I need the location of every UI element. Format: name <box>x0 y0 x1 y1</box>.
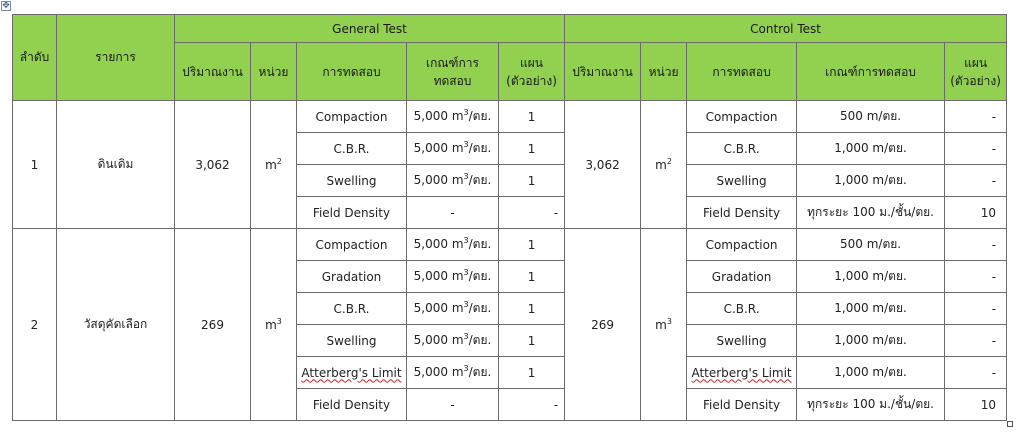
general-unit <box>251 229 297 421</box>
test-name-text: Field Density <box>702 397 781 412</box>
general-plan: 1 <box>499 101 565 133</box>
control-criteria: 1,000 m/ตย. <box>797 261 945 293</box>
header-general-test: General Test <box>175 15 565 43</box>
criteria-exponent: 3 <box>463 364 469 373</box>
header-control-unit: หน่วย <box>641 43 687 101</box>
general-plan: - <box>499 197 565 229</box>
test-name-text: Field Density <box>312 205 391 220</box>
general-criteria <box>407 261 499 293</box>
control-quantity: 269 <box>565 229 641 421</box>
general-plan: - <box>499 389 565 421</box>
criteria-base: 5,000 m <box>413 173 464 187</box>
criteria-base: 5,000 m <box>413 301 464 315</box>
test-name-text: Swelling <box>716 173 767 188</box>
general-plan: 1 <box>499 133 565 165</box>
test-name-text: Field Density <box>702 205 781 220</box>
row-item: ดินเดิม <box>57 101 175 229</box>
table-row <box>13 229 1007 261</box>
unit-base: m <box>265 317 277 332</box>
control-plan: - <box>945 293 1007 325</box>
test-name-text: Swelling <box>716 333 767 348</box>
header-general-unit: หน่วย <box>251 43 297 101</box>
control-criteria: 1,000 m/ตย. <box>797 165 945 197</box>
general-criteria <box>407 165 499 197</box>
general-plan: 1 <box>499 165 565 197</box>
criteria-tail: /ตย. <box>468 269 492 283</box>
row-no: 2 <box>13 229 57 421</box>
control-criteria: 1,000 m/ตย. <box>797 293 945 325</box>
general-test-name <box>297 165 407 197</box>
general-criteria <box>407 293 499 325</box>
control-plan: - <box>945 325 1007 357</box>
criteria-base: 5,000 m <box>413 333 464 347</box>
criteria-base: 5,000 m <box>413 365 464 379</box>
header-general-criteria: เกณฑ์การ ทดสอบ <box>407 43 499 101</box>
header-control-criteria: เกณฑ์การทดสอบ <box>797 43 945 101</box>
control-criteria: 500 m/ตย. <box>797 229 945 261</box>
general-quantity: 269 <box>175 229 251 421</box>
test-name-text: Compaction <box>315 237 388 252</box>
general-test-name <box>297 389 407 421</box>
general-test-name <box>297 261 407 293</box>
control-test-name <box>687 133 797 165</box>
control-test-name <box>687 389 797 421</box>
unit-base: m <box>655 157 667 172</box>
row-item: วัสดุคัดเลือก <box>57 229 175 421</box>
control-test-name <box>687 325 797 357</box>
control-test-name <box>687 165 797 197</box>
criteria-tail: /ตย. <box>468 109 492 123</box>
header-item: รายการ <box>57 15 175 101</box>
test-name-text: C.B.R. <box>333 141 370 156</box>
general-criteria <box>407 101 499 133</box>
control-unit <box>641 101 687 229</box>
criteria-tail: /ตย. <box>468 365 492 379</box>
control-plan: 10 <box>945 197 1007 229</box>
unit-base: m <box>265 157 277 172</box>
control-test-name <box>687 101 797 133</box>
general-test-name <box>297 101 407 133</box>
header-control-quantity: ปริมาณงาน <box>565 43 641 101</box>
general-criteria <box>407 197 499 229</box>
general-plan: 1 <box>499 261 565 293</box>
control-test-name <box>687 229 797 261</box>
general-test-name <box>297 325 407 357</box>
criteria-base: - <box>450 397 455 412</box>
test-name-text: Field Density <box>312 397 391 412</box>
general-test-name <box>297 133 407 165</box>
header-control-plan: แผน (ตัวอย่าง) <box>945 43 1007 101</box>
control-test-name <box>687 261 797 293</box>
criteria-exponent: 3 <box>463 300 469 309</box>
unit-exponent: 2 <box>276 156 282 166</box>
test-name-text: Swelling <box>326 173 377 188</box>
test-name-text: Compaction <box>315 109 388 124</box>
criteria-exponent: 3 <box>463 108 469 117</box>
header-no: ลำดับ <box>13 15 57 101</box>
unit-base: m <box>655 317 667 332</box>
general-plan: 1 <box>499 325 565 357</box>
header-general-plan: แผน (ตัวอย่าง) <box>499 43 565 101</box>
test-plan-table <box>12 14 1007 421</box>
criteria-tail: /ตย. <box>468 333 492 347</box>
criteria-base: 5,000 m <box>413 109 464 123</box>
header-control-test: Control Test <box>565 15 1007 43</box>
control-criteria: ทุกระยะ 100 ม./ชั้น/ตย. <box>797 197 945 229</box>
control-criteria: ทุกระยะ 100 ม./ชั้น/ตย. <box>797 389 945 421</box>
general-test-name <box>297 293 407 325</box>
control-plan: - <box>945 101 1007 133</box>
criteria-base: 5,000 m <box>413 269 464 283</box>
general-quantity: 3,062 <box>175 101 251 229</box>
control-plan: - <box>945 229 1007 261</box>
table-resize-handle-icon[interactable] <box>1007 421 1013 427</box>
control-criteria: 1,000 m/ตย. <box>797 357 945 389</box>
test-name-text: C.B.R. <box>723 301 760 316</box>
general-plan: 1 <box>499 229 565 261</box>
criteria-exponent: 3 <box>463 332 469 341</box>
header-control-test-name: การทดสอบ <box>687 43 797 101</box>
table-body <box>13 101 1007 421</box>
criteria-tail: /ตย. <box>468 301 492 315</box>
row-no: 1 <box>13 101 57 229</box>
general-criteria <box>407 229 499 261</box>
unit-exponent: 3 <box>276 316 282 326</box>
general-unit <box>251 101 297 229</box>
control-criteria: 1,000 m/ตย. <box>797 133 945 165</box>
test-name-text: Swelling <box>326 333 377 348</box>
control-plan: 10 <box>945 389 1007 421</box>
control-plan: - <box>945 357 1007 389</box>
unit-exponent: 3 <box>666 316 672 326</box>
general-plan: 1 <box>499 357 565 389</box>
control-test-name <box>687 197 797 229</box>
general-plan: 1 <box>499 293 565 325</box>
general-criteria <box>407 325 499 357</box>
header-general-test-name: การทดสอบ <box>297 43 407 101</box>
header-general-quantity: ปริมาณงาน <box>175 43 251 101</box>
control-plan: - <box>945 165 1007 197</box>
criteria-exponent: 3 <box>463 172 469 181</box>
control-plan: - <box>945 133 1007 165</box>
criteria-base: - <box>450 205 455 220</box>
criteria-base: 5,000 m <box>413 141 464 155</box>
control-quantity: 3,062 <box>565 101 641 229</box>
criteria-tail: /ตย. <box>468 141 492 155</box>
general-criteria <box>407 133 499 165</box>
general-criteria <box>407 357 499 389</box>
general-criteria <box>407 389 499 421</box>
test-name-text: Compaction <box>705 237 778 252</box>
test-name-text: Gradation <box>711 269 772 284</box>
general-test-name <box>297 229 407 261</box>
test-name-text: C.B.R. <box>723 141 760 156</box>
test-name-text: Gradation <box>321 269 382 284</box>
control-plan: - <box>945 261 1007 293</box>
criteria-base: 5,000 m <box>413 237 464 251</box>
criteria-exponent: 3 <box>463 268 469 277</box>
control-unit <box>641 229 687 421</box>
test-name-text: Atterberg's Limit <box>301 365 402 380</box>
test-name-text: Compaction <box>705 109 778 124</box>
criteria-exponent: 3 <box>463 236 469 245</box>
control-test-name <box>687 293 797 325</box>
table-header <box>13 15 1007 101</box>
criteria-exponent: 3 <box>463 140 469 149</box>
control-criteria: 500 m/ตย. <box>797 101 945 133</box>
test-name-text: C.B.R. <box>333 301 370 316</box>
control-test-name <box>687 357 797 389</box>
general-test-name <box>297 357 407 389</box>
criteria-tail: /ตย. <box>468 237 492 251</box>
test-name-text: Atterberg's Limit <box>691 365 792 380</box>
unit-exponent: 2 <box>666 156 672 166</box>
table-move-handle-icon[interactable]: ✥ <box>2 1 10 11</box>
criteria-tail: /ตย. <box>468 173 492 187</box>
general-test-name <box>297 197 407 229</box>
table-row <box>13 101 1007 133</box>
control-criteria: 1,000 m/ตย. <box>797 325 945 357</box>
